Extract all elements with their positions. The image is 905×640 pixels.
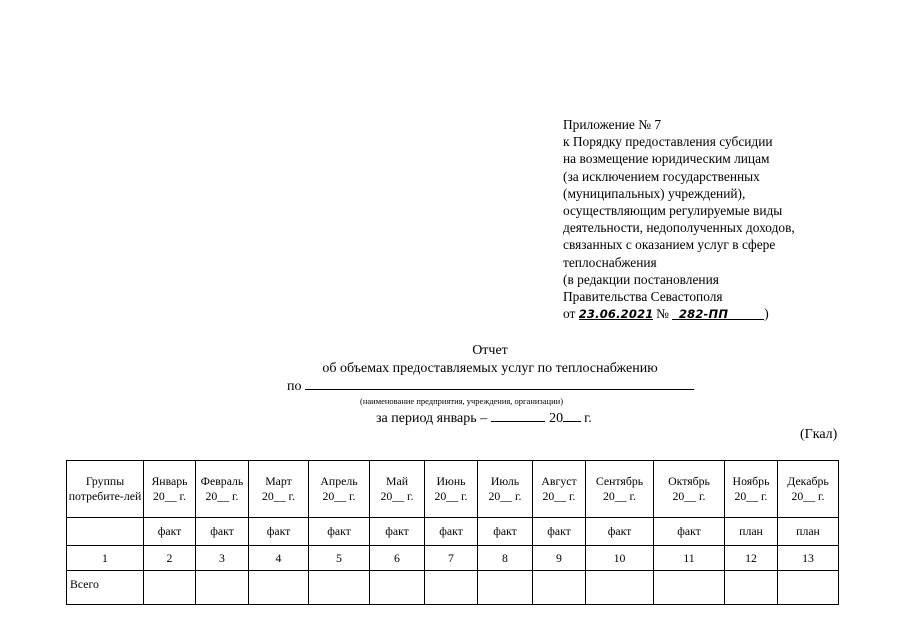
number-cell: 8 <box>478 546 533 571</box>
appendix-date-line <box>563 305 795 322</box>
total-cell <box>144 571 196 605</box>
report-title <box>0 342 905 378</box>
table-number-row <box>67 546 839 571</box>
date-field <box>579 305 653 320</box>
number-prefix: № <box>656 306 669 322</box>
type-cell: факт <box>309 518 370 546</box>
header-month: Сентябрь 20__ г. <box>586 461 654 518</box>
total-cell <box>196 571 249 605</box>
period-line <box>376 409 592 427</box>
type-cell: план <box>725 518 778 546</box>
appendix-line: (в редакции постановления <box>563 271 719 287</box>
total-cell <box>249 571 309 605</box>
header-month: Ноябрь 20__ г. <box>725 461 778 518</box>
title-line1: Отчет <box>472 343 508 358</box>
type-cell: факт <box>249 518 309 546</box>
table-type-row <box>67 518 839 546</box>
appendix-line: (за исключением государственных <box>563 168 760 184</box>
type-cell: факт <box>425 518 478 546</box>
appendix-line: Приложение № 7 <box>563 117 662 132</box>
type-cell: факт <box>370 518 425 546</box>
number-cell: 9 <box>533 546 586 571</box>
total-cell <box>654 571 725 605</box>
type-cell: факт <box>196 518 249 546</box>
period-year-blank <box>563 409 581 422</box>
header-month: Декабрь 20__ г. <box>778 461 839 518</box>
appendix-line: связанных с оказанием услуг в сфере <box>563 237 776 253</box>
header-month: Октябрь 20__ г. <box>654 461 725 518</box>
type-cell: факт <box>533 518 586 546</box>
total-label: Всего <box>67 571 144 605</box>
number-cell: 5 <box>309 546 370 571</box>
number-cell: 11 <box>654 546 725 571</box>
unit-label: (Гкал) <box>800 427 838 442</box>
number-field <box>672 305 764 320</box>
po-label: по <box>287 379 302 394</box>
appendix-line: (муниципальных) учреждений), <box>563 185 746 201</box>
number-cell: 4 <box>249 546 309 571</box>
appendix-line: к Порядку предоставления субсидии <box>563 134 773 150</box>
appendix-line: теплоснабжения <box>563 254 657 270</box>
header-month: Апрель 20__ г. <box>309 461 370 518</box>
number-cell: 1 <box>67 546 144 571</box>
number-cell: 12 <box>725 546 778 571</box>
total-cell <box>309 571 370 605</box>
type-cell: факт <box>144 518 196 546</box>
header-month: Июль 20__ г. <box>478 461 533 518</box>
appendix-line: деятельности, недополученных доходов, <box>563 220 795 236</box>
total-cell <box>778 571 839 605</box>
header-month: Август 20__ г. <box>533 461 586 518</box>
header-month: Июнь 20__ г. <box>425 461 478 518</box>
number-cell: 6 <box>370 546 425 571</box>
number-cell: 3 <box>196 546 249 571</box>
report-table <box>66 460 839 605</box>
total-cell <box>370 571 425 605</box>
header-month: Февраль 20__ г. <box>196 461 249 518</box>
type-cell-empty <box>67 518 144 546</box>
close-paren: ) <box>764 306 769 322</box>
period-suffix: г. <box>584 411 592 426</box>
number-cell: 10 <box>586 546 654 571</box>
organization-line <box>287 377 694 395</box>
title-line2: об объемах предоставляемых услуг по теплоснабжению <box>322 361 658 376</box>
header-month: Март 20__ г. <box>249 461 309 518</box>
type-cell: факт <box>586 518 654 546</box>
appendix-block <box>563 116 795 322</box>
number-cell: 13 <box>778 546 839 571</box>
appendix-line: осуществляющим регулируемые виды <box>563 203 783 219</box>
type-cell: план <box>778 518 839 546</box>
header-groups: Группы потребите-лей <box>67 461 144 518</box>
total-cell <box>425 571 478 605</box>
number-value: 282-ПП <box>678 307 729 322</box>
total-cell <box>725 571 778 605</box>
number-cell: 7 <box>425 546 478 571</box>
organization-hint: (наименование предприятия, учреждения, организации) <box>360 396 564 406</box>
header-month: Май 20__ г. <box>370 461 425 518</box>
type-cell: факт <box>478 518 533 546</box>
total-cell <box>586 571 654 605</box>
total-cell <box>478 571 533 605</box>
period-month-blank <box>491 409 545 422</box>
period-prefix: за период январь – <box>376 411 488 426</box>
table-header-row <box>67 461 839 518</box>
total-cell <box>533 571 586 605</box>
appendix-line: Правительства Севастополя <box>563 289 723 305</box>
number-cell: 2 <box>144 546 196 571</box>
header-month: Январь 20__ г. <box>144 461 196 518</box>
period-year-prefix: 20 <box>549 411 564 426</box>
table-total-row <box>67 571 839 605</box>
type-cell: факт <box>654 518 725 546</box>
appendix-line: на возмещение юридическим лицам <box>563 151 770 167</box>
date-prefix: от <box>563 306 576 322</box>
organization-field <box>305 377 694 390</box>
date-value: 23.06.2021 <box>578 307 654 322</box>
